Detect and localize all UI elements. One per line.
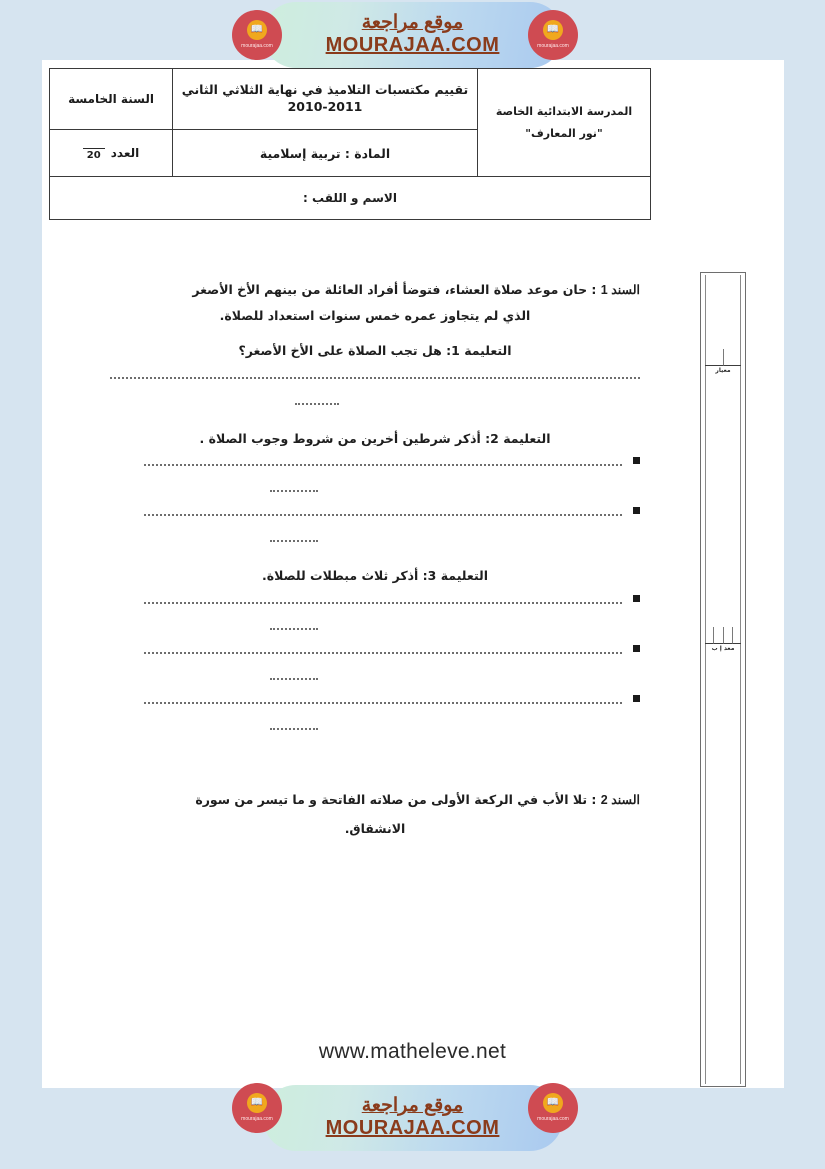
grading-group-2[interactable]: [705, 627, 741, 653]
mark-label: العدد: [110, 146, 140, 160]
support-1: [110, 278, 640, 302]
answer-line-short[interactable]: [110, 718, 640, 742]
brand-logo-icon-bottom-right: [528, 1083, 578, 1133]
book-icon: 📖: [543, 1093, 563, 1113]
answer-line-short[interactable]: [110, 618, 640, 642]
support-2-continued: [110, 817, 640, 841]
instruction-2: التعليمة 2: أذكر شرطين أخرين من شروط وجوب الصلاة .: [199, 430, 551, 446]
logo-caption: mourajaa.com: [241, 43, 273, 50]
answer-line[interactable]: [110, 454, 640, 480]
answer-line-short[interactable]: [110, 480, 640, 504]
banner-site-name[interactable]: MOURAJAA.COM: [325, 33, 500, 56]
dotted-rule: [144, 702, 622, 704]
support-1-line1: : حان موعد صلاة العشاء، فتوضأ أفراد العائلة من بينهم الأخ الأصغر: [192, 282, 597, 297]
top-promo-banner: [0, 0, 825, 70]
answer-line[interactable]: [110, 692, 640, 718]
dotted-rule: [144, 464, 622, 466]
exam-title-cell: [173, 69, 478, 130]
mark-score-fraction: [83, 145, 105, 161]
grading-group-1-label: معيار: [715, 367, 731, 374]
grading-cells[interactable]: [705, 349, 741, 366]
book-icon: 📖: [543, 20, 563, 40]
grading-group-2-label: معد إ ب: [711, 645, 735, 652]
dotted-rule: [144, 652, 622, 654]
dotted-rule: [270, 678, 318, 680]
brand-logo-icon-top-right: [528, 10, 578, 60]
support-1-label: السند 1: [600, 283, 640, 297]
support-2: [110, 786, 640, 815]
banner-pill: [263, 2, 563, 68]
dotted-rule: [144, 514, 622, 516]
dotted-rule: [295, 403, 339, 405]
mark-denominator: 20: [86, 150, 101, 161]
support-2-line2: الانشقاق.: [344, 820, 406, 836]
grading-column-inner: [705, 275, 741, 1084]
answer-line-short[interactable]: [110, 668, 640, 692]
grading-cell[interactable]: [705, 349, 723, 366]
square-bullet-icon: [633, 457, 640, 464]
logo-caption: mourajaa.com: [537, 1116, 569, 1123]
square-bullet-icon: [633, 507, 640, 514]
instruction-1: التعليمة 1: هل تجب الصلاة على الأخ الأصغر؟: [238, 342, 512, 358]
square-bullet-icon: [633, 645, 640, 652]
grading-cells[interactable]: [705, 627, 741, 644]
dotted-rule: [144, 602, 622, 604]
book-icon: 📖: [247, 20, 267, 40]
grading-cell[interactable]: [732, 627, 741, 644]
footer-site-url[interactable]: www.matheleve.net: [318, 1040, 507, 1063]
square-bullet-icon: [633, 595, 640, 602]
dotted-rule: [110, 377, 640, 379]
support-1-continued: [110, 304, 640, 328]
dotted-rule: [270, 540, 318, 542]
banner-pill: [263, 1085, 563, 1151]
answer-line[interactable]: [110, 642, 640, 668]
support-2-label: السند 2: [600, 793, 640, 807]
fraction-bar: [83, 148, 105, 149]
mark-cell: [50, 130, 173, 177]
grade-level-cell: السنة الخامسة: [50, 69, 173, 130]
grading-cell[interactable]: [723, 627, 732, 644]
school-name-line2: "نور المعارف": [525, 126, 603, 140]
answer-line-short[interactable]: [110, 393, 640, 417]
dotted-rule: [270, 728, 318, 730]
table-row: [50, 177, 651, 220]
answer-line[interactable]: [110, 504, 640, 530]
answer-line[interactable]: [110, 592, 640, 618]
instruction-3: التعليمة 3: أذكر ثلاث مبطلات للصلاة.: [261, 568, 489, 584]
book-icon: 📖: [247, 1093, 267, 1113]
banner-arabic-text: موقع مراجعة: [361, 1095, 464, 1117]
grading-cell[interactable]: [723, 349, 742, 366]
banner-site-name[interactable]: MOURAJAA.COM: [325, 1116, 500, 1139]
subject-cell: المادة : تربية إسلامية: [173, 130, 478, 177]
mark-fraction: [83, 145, 139, 161]
logo-caption: mourajaa.com: [241, 1116, 273, 1123]
banner-arabic-text: موقع مراجعة: [361, 12, 464, 34]
answer-line[interactable]: [110, 367, 640, 393]
dotted-rule: [270, 490, 318, 492]
school-year: 2010-2011: [287, 99, 363, 114]
school-name-cell: [478, 69, 651, 177]
exam-header-table: [49, 68, 651, 220]
brand-logo-icon-bottom-left: [232, 1083, 282, 1133]
answer-line-short[interactable]: [110, 530, 640, 554]
bottom-promo-banner: [0, 1083, 825, 1153]
support-1-line2: الذي لم يتجاوز عمره خمس سنوات استعداد للصلاة.: [219, 308, 531, 324]
table-row: [50, 69, 651, 130]
grading-cell[interactable]: [713, 627, 722, 644]
school-name-line1: المدرسة الابتدائية الخاصة: [495, 104, 633, 118]
square-bullet-icon: [633, 695, 640, 702]
dotted-rule: [270, 628, 318, 630]
brand-logo-icon-top-left: [232, 10, 282, 60]
grading-cell[interactable]: [705, 627, 713, 644]
logo-caption: mourajaa.com: [537, 43, 569, 50]
student-name-field[interactable]: الاسم و اللقب :: [50, 177, 651, 220]
exam-title: تقييم مكتسبات التلاميذ في نهاية الثلاثي الثاني: [181, 82, 469, 98]
grading-column: [700, 272, 746, 1087]
grading-group-1[interactable]: [705, 349, 741, 375]
support-2-line1: : تلا الأب في الركعة الأولى من صلاته الفاتحة و ما تيسر من سورة: [195, 792, 597, 807]
exam-content: [110, 278, 640, 843]
